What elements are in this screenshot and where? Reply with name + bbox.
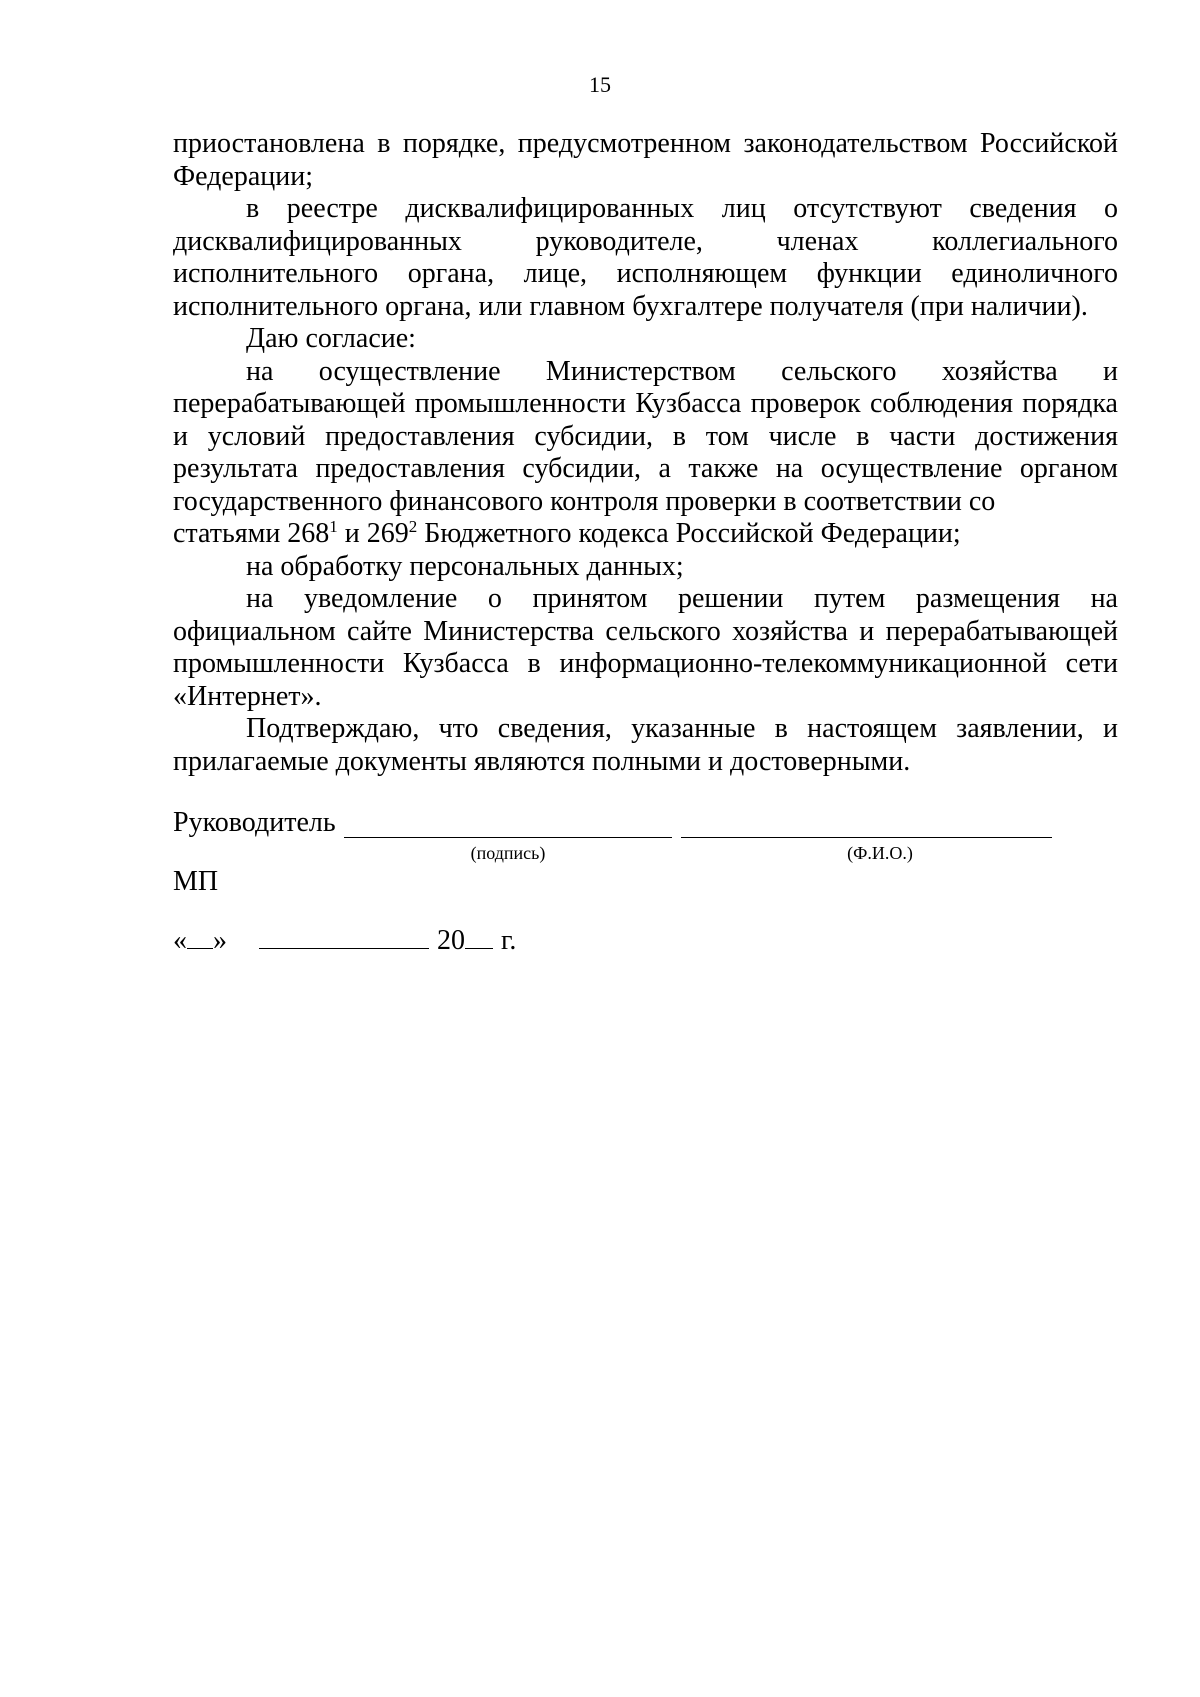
paragraph-consent-notification: на уведомление о принятом решении путем размещения на официальном сайте Министерства сельского хозяйства и перерабатывающей промышленности Кузбасса в информационно-телекоммуникационной сети «Интернет». xyxy=(173,583,1118,712)
paragraph-consent-heading: Даю согласие: xyxy=(246,323,416,354)
paragraph-disqualified-registry: в реестре дисквалифицированных лиц отсутствуют сведения о дисквалифицированных руководителе, членах коллегиального исполнительного органа, лице, исполняющем функции единоличного исполнительного органа, или главном бухгалтере получателя (при наличии). xyxy=(173,193,1118,322)
date-open-quote: « xyxy=(173,925,187,956)
month-blank[interactable] xyxy=(259,924,429,949)
full-name-line[interactable] xyxy=(681,837,1052,838)
year-blank[interactable] xyxy=(465,924,493,949)
article-269-superscript: 2 xyxy=(408,517,418,536)
articles-prefix: статьями 268 xyxy=(173,518,330,549)
day-blank[interactable] xyxy=(187,924,213,949)
paragraph-confirmation: Подтверждаю, что сведения, указанные в настоящем заявлении, и прилагаемые документы являются полными и достоверными. xyxy=(173,713,1118,777)
signature-line[interactable] xyxy=(344,837,672,838)
signature-caption: (подпись) xyxy=(470,843,546,863)
date-line xyxy=(173,924,516,957)
date-close-quote: » xyxy=(213,925,227,956)
document-body xyxy=(173,128,1118,778)
paragraph-budget-code-articles xyxy=(173,518,1118,551)
stamp-label: МП xyxy=(173,866,219,897)
articles-suffix: Бюджетного кодекса Российской Федерации; xyxy=(417,518,961,549)
year-prefix: 20 xyxy=(437,925,465,956)
articles-middle: и 269 xyxy=(337,518,409,549)
full-name-caption: (Ф.И.О.) xyxy=(847,843,913,863)
page-number: 15 xyxy=(589,72,611,97)
paragraph-consent-personal-data: на обработку персональных данных; xyxy=(246,550,684,582)
paragraph-consent-inspections: на осуществление Министерством сельского хозяйства и перерабатывающей промышленности Кузбасса проверок соблюдения порядка и условий предоставления субсидии, в том числе в части достижения результата предоставления субсидии, а также на осуществление органом государственного финансового контроля проверки в соответствии со xyxy=(173,355,1118,517)
signature-role-label: Руководитель xyxy=(173,807,336,838)
article-268-superscript: 1 xyxy=(329,517,338,536)
paragraph-suspension: приостановлена в порядке, предусмотренном законодательством Российской Федерации; xyxy=(173,128,1118,192)
year-suffix: г. xyxy=(501,925,517,956)
